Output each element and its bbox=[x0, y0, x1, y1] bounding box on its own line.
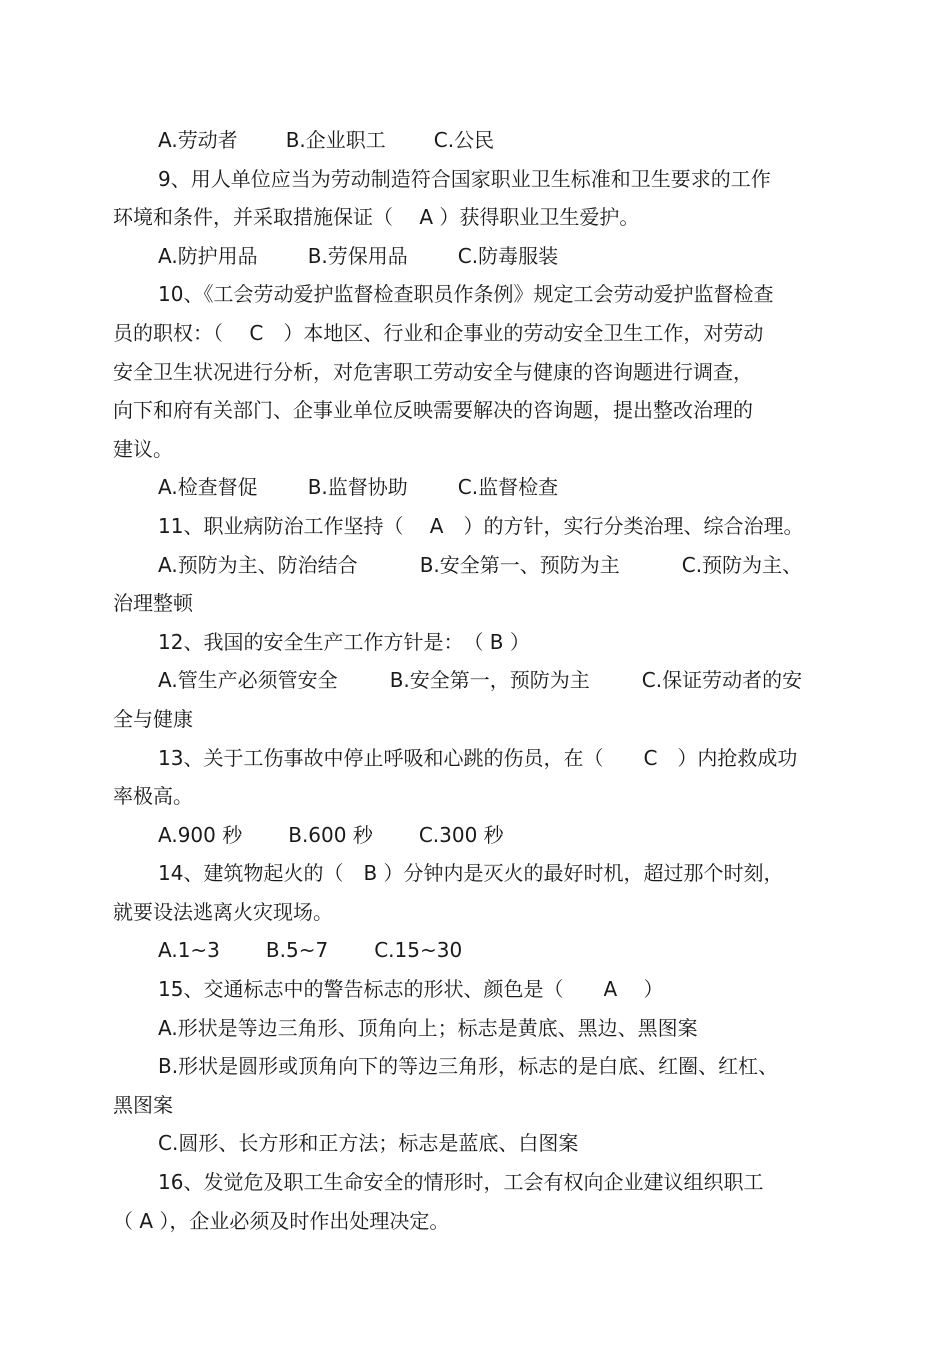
options-line bbox=[113, 816, 833, 855]
option-text: A.900 秒 bbox=[158, 822, 243, 847]
text-line: 安全卫生状况进行分析，对危害职工劳动安全与健康的咨询题进行调查， bbox=[113, 359, 753, 384]
option-text: B.600 秒 bbox=[288, 822, 373, 847]
option-text: A.预防为主、防治结合 bbox=[158, 552, 358, 577]
option-text: A.1~3 bbox=[158, 938, 220, 963]
text-line: 治理整顿 bbox=[113, 591, 193, 616]
option-text: A.检查督促 bbox=[158, 475, 258, 500]
option-text: C.预防为主、 bbox=[681, 552, 803, 577]
option-text: C.300 秒 bbox=[418, 822, 504, 847]
option-text: B.5~7 bbox=[265, 938, 329, 963]
question-list bbox=[113, 121, 833, 1240]
option-text: A.管生产必须管安全 bbox=[158, 668, 338, 693]
option-text: A.劳动者 bbox=[158, 128, 238, 152]
text-line: 建议。 bbox=[113, 436, 173, 461]
text-line: 9、用人单位应当为劳动制造符合国家职业卫生标准和卫生要求的工作 bbox=[158, 166, 771, 191]
option-text: A.防护用品 bbox=[158, 243, 258, 268]
option-text: C.公民 bbox=[433, 128, 495, 152]
option-text: B.监督协助 bbox=[307, 475, 408, 500]
text-line: 14、建筑物起火的（ B ）分钟内是灭火的最好时机，超过那个时刻， bbox=[158, 861, 784, 886]
text-line: 环境和条件，并采取措施保证（ A ）获得职业卫生爱护。 bbox=[113, 205, 640, 230]
options-line bbox=[113, 237, 833, 276]
text-line: 向下和府有关部门、企事业单位反映需要解决的咨询题，提出整改治理的 bbox=[113, 398, 753, 423]
text-line: 10、《工会劳动爱护监督检查职员作条例》规定工会劳动爱护监督检查 bbox=[158, 282, 774, 307]
text-line: 黑图案 bbox=[113, 1092, 173, 1117]
text-line: 12、我国的安全生产工作方针是： （ B ） bbox=[158, 629, 530, 654]
text-line: B.形状是圆形或顶角向下的等边三角形，标志的是白底、红圈、红杠、 bbox=[158, 1054, 779, 1079]
option-text: C.15~30 bbox=[374, 938, 463, 963]
text-line: 全与健康 bbox=[113, 706, 193, 731]
text-line: 15、交通标志中的警告标志的形状、颜色是（ A ） bbox=[158, 977, 664, 1002]
options-line bbox=[113, 468, 833, 507]
option-text: B.企业职工 bbox=[285, 128, 386, 152]
options-line bbox=[113, 661, 833, 700]
option-text: C.防毒服装 bbox=[457, 243, 559, 268]
option-text: C.监督检查 bbox=[457, 475, 559, 500]
text-line: A.形状是等边三角形、顶角向上；标志是黄底、黑边、黑图案 bbox=[158, 1015, 698, 1040]
text-line: 员的职权：（ C ）本地区、行业和企事业的劳动安全卫生工作，对劳动 bbox=[113, 320, 764, 345]
options-line bbox=[113, 546, 833, 585]
text-line: 13、关于工伤事故中停止呼吸和心跳的伤员，在（ C ）内抢救成功 bbox=[158, 745, 798, 770]
option-text: B.安全第一，预防为主 bbox=[389, 668, 590, 693]
text-line: 16、发觉危及职工生命安全的情形时，工会有权向企业建议组织职工 bbox=[158, 1170, 764, 1195]
text-line: C.圆形、长方形和正方法；标志是蓝底、白图案 bbox=[158, 1131, 579, 1156]
text-line: （ A ），企业必须及时作出处理决定。 bbox=[113, 1208, 450, 1233]
option-text: C.保证劳动者的安 bbox=[641, 668, 803, 693]
text-line: 就要设法逃离火灾现场。 bbox=[113, 899, 333, 924]
text-line: 率极高。 bbox=[113, 784, 193, 809]
option-text: B.安全第一、预防为主 bbox=[419, 552, 620, 577]
options-line bbox=[113, 121, 833, 160]
options-line bbox=[113, 931, 833, 970]
text-line: 11、职业病防治工作坚持（ A ）的方针，实行分类治理、综合治理。 bbox=[158, 513, 804, 538]
option-text: B.劳保用品 bbox=[307, 243, 408, 268]
